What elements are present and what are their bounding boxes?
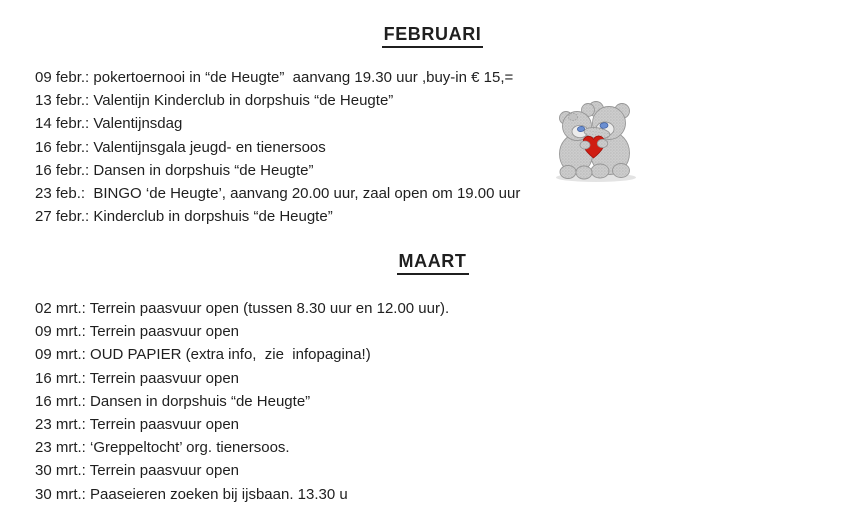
event-line	[35, 436, 449, 459]
month-title-maart	[35, 251, 830, 275]
event-date: 27 febr.:	[35, 208, 90, 226]
event-date: 30 mrt.:	[35, 462, 86, 480]
event-date: 14 febr.:	[35, 115, 90, 133]
month-title-februari	[35, 24, 830, 48]
event-line	[35, 459, 449, 482]
event-text: Terrein paasvuur open	[85, 462, 240, 480]
event-text: Valentijn Kinderclub in dorpshuis “de Heugte”	[89, 92, 394, 110]
event-list-maart	[35, 297, 449, 506]
event-date: 09 mrt.:	[35, 323, 86, 341]
event-date: 09 mrt.:	[35, 346, 86, 364]
event-line	[35, 66, 520, 89]
event-line	[35, 112, 520, 135]
event-date: 13 febr.:	[35, 92, 90, 110]
event-date: 09 febr.:	[35, 69, 90, 86]
event-line	[35, 136, 520, 159]
event-text: Valentijnsdag	[89, 115, 183, 133]
left-bear-paw	[580, 141, 590, 149]
event-text: pokertoernooi in “de Heugte” aanvang 19.30 uur ,buy-in € 15,=	[89, 69, 514, 86]
right-bear-foot-right	[613, 164, 630, 178]
event-date: 30 mrt.:	[35, 485, 86, 503]
event-line	[35, 89, 520, 112]
event-line	[35, 182, 520, 205]
event-text: Terrein paasvuur open	[85, 323, 240, 341]
event-date: 16 mrt.:	[35, 369, 86, 387]
event-date: 16 febr.:	[35, 138, 90, 156]
event-line	[35, 297, 449, 320]
left-bear-foot-left	[560, 166, 576, 179]
month-title-maart-text: MAART	[397, 251, 469, 275]
event-text: OUD PAPIER (extra info, zie infopagina!)	[85, 346, 371, 364]
event-text: Dansen in dorpshuis “de Heugte”	[85, 392, 311, 410]
event-text: Dansen in dorpshuis “de Heugte”	[89, 161, 314, 179]
left-bear-nose	[577, 126, 585, 132]
event-line	[35, 390, 449, 413]
event-date: 02 mrt.:	[35, 300, 86, 317]
event-line	[35, 159, 520, 182]
month-title-februari-text: FEBRUARI	[382, 24, 484, 48]
event-text: ‘Greppeltocht’ org. tienersoos.	[85, 439, 290, 457]
event-date: 23 feb.:	[35, 185, 86, 203]
event-text: BINGO ‘de Heugte’, aanvang 20.00 uur, zaal open om 19.00 uur	[85, 185, 521, 203]
event-text: Valentijnsgala jeugd- en tienersoos	[89, 138, 326, 156]
event-line	[35, 367, 449, 390]
event-line	[35, 320, 449, 343]
event-text: Terrein paasvuur open (tussen 8.30 uur en 12.00 uur).	[85, 300, 450, 317]
event-text: Kinderclub in dorpshuis “de Heugte”	[89, 208, 333, 226]
event-date: 23 mrt.:	[35, 439, 86, 457]
event-date: 16 febr.:	[35, 161, 90, 179]
event-line	[35, 205, 520, 228]
event-date: 16 mrt.:	[35, 392, 86, 410]
event-text: Paaseieren zoeken bij ijsbaan. 13.30 u	[85, 485, 348, 503]
left-bear-foot-right	[576, 166, 592, 179]
event-text: Terrein paasvuur open	[85, 369, 240, 387]
event-list-februari	[35, 66, 520, 228]
event-line	[35, 343, 449, 366]
right-bear-paw	[597, 139, 607, 147]
event-line	[35, 413, 449, 436]
right-bear-nose	[600, 122, 609, 128]
event-line	[35, 483, 449, 506]
left-bear-head-patch	[569, 114, 578, 121]
event-text: Terrein paasvuur open	[85, 416, 240, 434]
event-date: 23 mrt.:	[35, 416, 86, 434]
teddy-bears-illustration	[550, 92, 642, 184]
right-bear-foot-left	[591, 164, 609, 178]
